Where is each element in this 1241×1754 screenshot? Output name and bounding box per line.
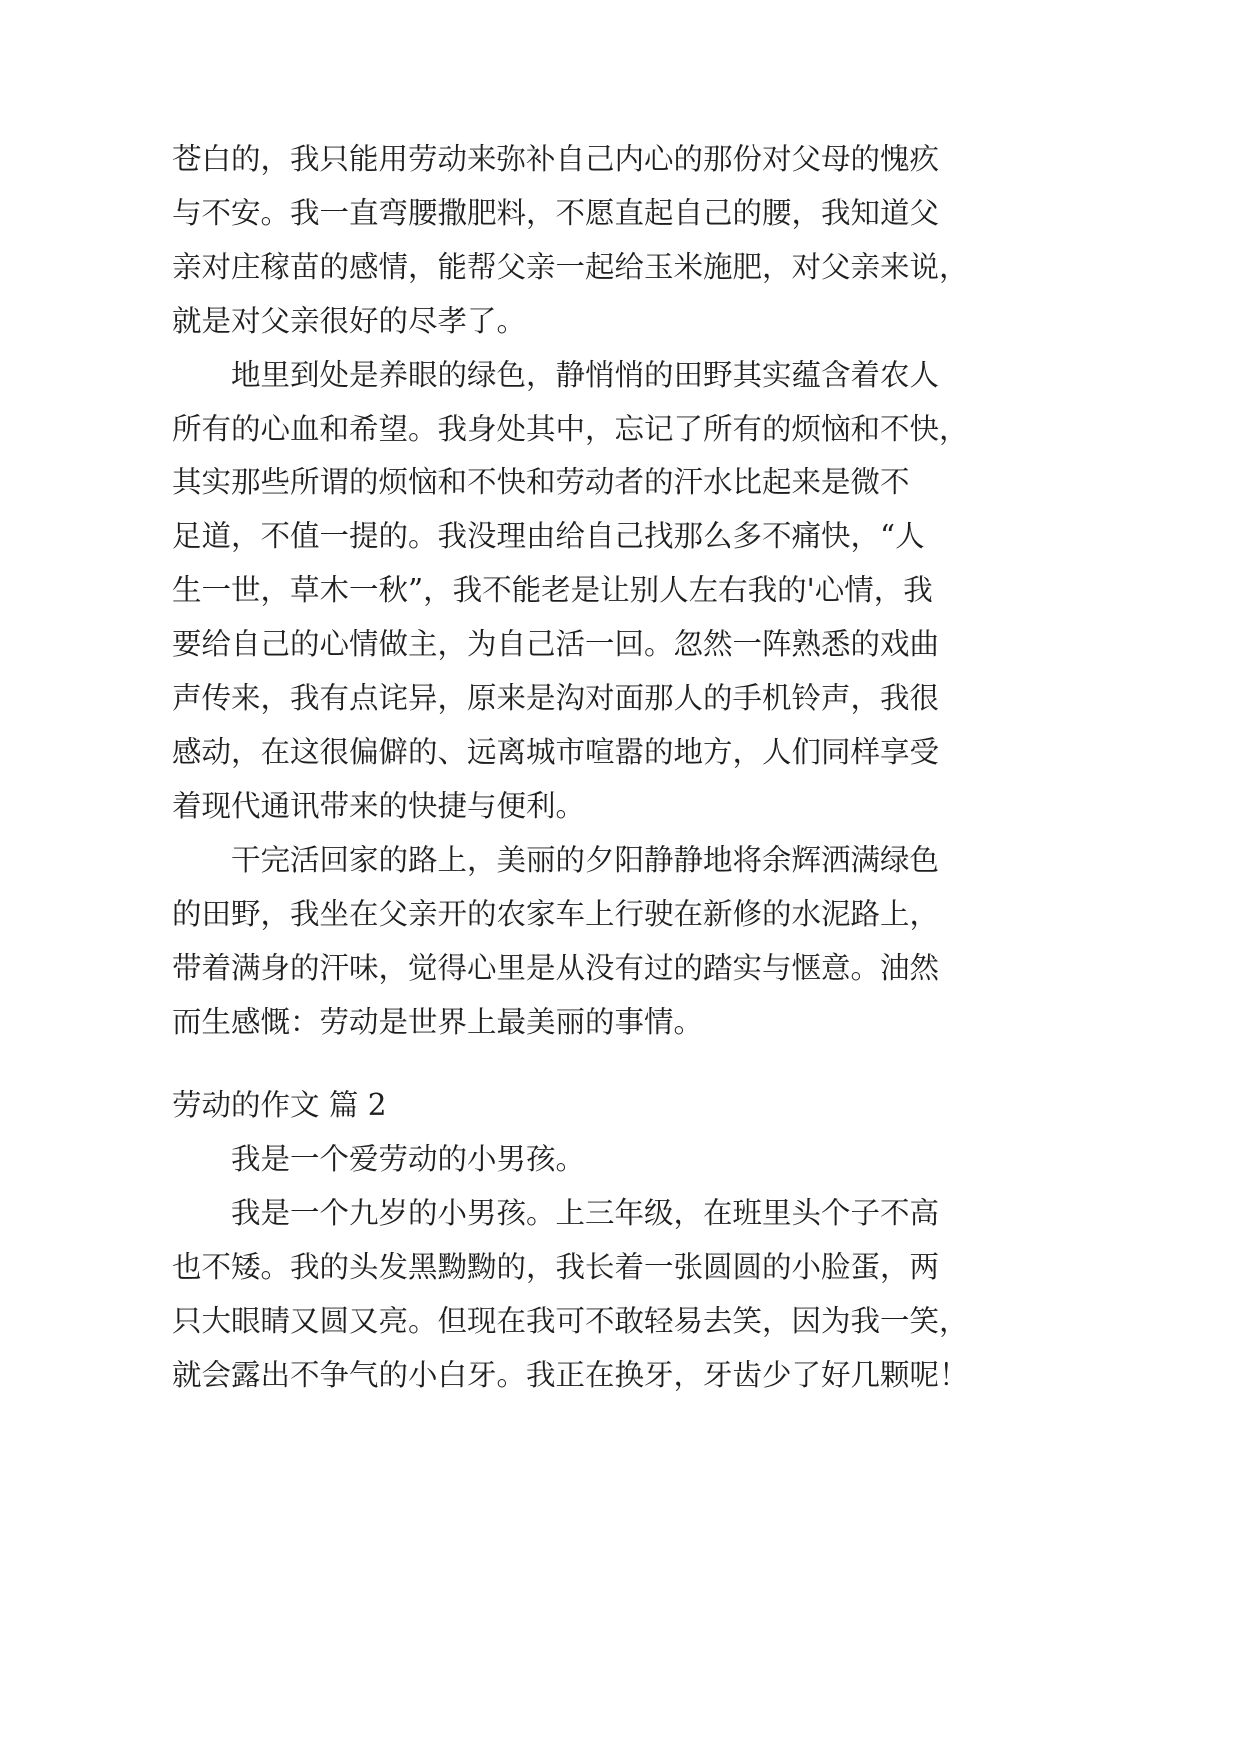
text-line: 生一世，草木一秋”，我不能老是让别人左右我的'心情，我 bbox=[172, 573, 933, 608]
text-line: 要给自己的心情做主，为自己活一回。忽然一阵熟悉的戏曲 bbox=[172, 627, 940, 662]
text-line: 感动，在这很偏僻的、远离城市喧嚣的地方，人们同样享受 bbox=[172, 734, 940, 769]
document-body bbox=[172, 133, 972, 1403]
text-line: 地里到处是养眼的绿色，静悄悄的田野其实蕴含着农人 bbox=[231, 357, 940, 392]
paragraph bbox=[172, 349, 972, 834]
text-line: 苍白的，我只能用劳动来弥补自己内心的那份对父母的愧疚 bbox=[172, 142, 940, 176]
text-line: 我是一个九岁的小男孩。上三年级，在班里头个子不高 bbox=[231, 1196, 940, 1231]
paragraph bbox=[172, 1133, 972, 1187]
text-line: 着现代通讯带来的快捷与便利。 bbox=[172, 788, 586, 823]
text-line: 亲对庄稼苗的感情，能帮父亲一起给玉米施肥，对父亲来说， bbox=[172, 249, 969, 284]
text-line: 所有的心血和希望。我身处其中，忘记了所有的烦恼和不快， bbox=[172, 411, 969, 446]
text-line: 与不安。我一直弯腰撒肥料，不愿直起自己的腰，我知道父 bbox=[172, 195, 940, 230]
text-line: 其实那些所谓的烦恼和不快和劳动者的汗水比起来是微不 bbox=[172, 465, 910, 500]
paragraph bbox=[172, 1187, 972, 1403]
text-line: 就会露出不争气的小白牙。我正在换牙，牙齿少了好几颗呢！ bbox=[172, 1357, 969, 1392]
text-line: 我是一个爱劳动的小男孩。 bbox=[231, 1142, 586, 1177]
text-line: 足道，不值一提的。我没理由给自己找那么多不痛快，“人 bbox=[172, 519, 925, 554]
text-line: 声传来，我有点诧异，原来是沟对面那人的手机铃声，我很 bbox=[172, 681, 940, 716]
text-line: 带着满身的汗味，觉得心里是从没有过的踏实与惬意。油然 bbox=[172, 950, 940, 985]
text-line: 只大眼睛又圆又亮。但现在我可不敢轻易去笑，因为我一笑， bbox=[172, 1304, 969, 1339]
text-line: 而生感慨：劳动是世界上最美丽的事情。 bbox=[172, 1004, 704, 1039]
section-heading: 劳动的作文 篇 2 bbox=[172, 1088, 387, 1123]
paragraph bbox=[172, 834, 972, 1050]
text-line: 干完活回家的路上，美丽的夕阳静静地将余辉洒满绿色 bbox=[231, 842, 940, 877]
paragraph bbox=[172, 133, 972, 349]
text-line: 的田野，我坐在父亲开的农家车上行驶在新修的水泥路上， bbox=[172, 896, 940, 931]
text-line: 也不矮。我的头发黑黝黝的，我长着一张圆圆的小脸蛋，两 bbox=[172, 1250, 940, 1285]
text-line: 就是对父亲很好的尽孝了。 bbox=[172, 303, 527, 338]
